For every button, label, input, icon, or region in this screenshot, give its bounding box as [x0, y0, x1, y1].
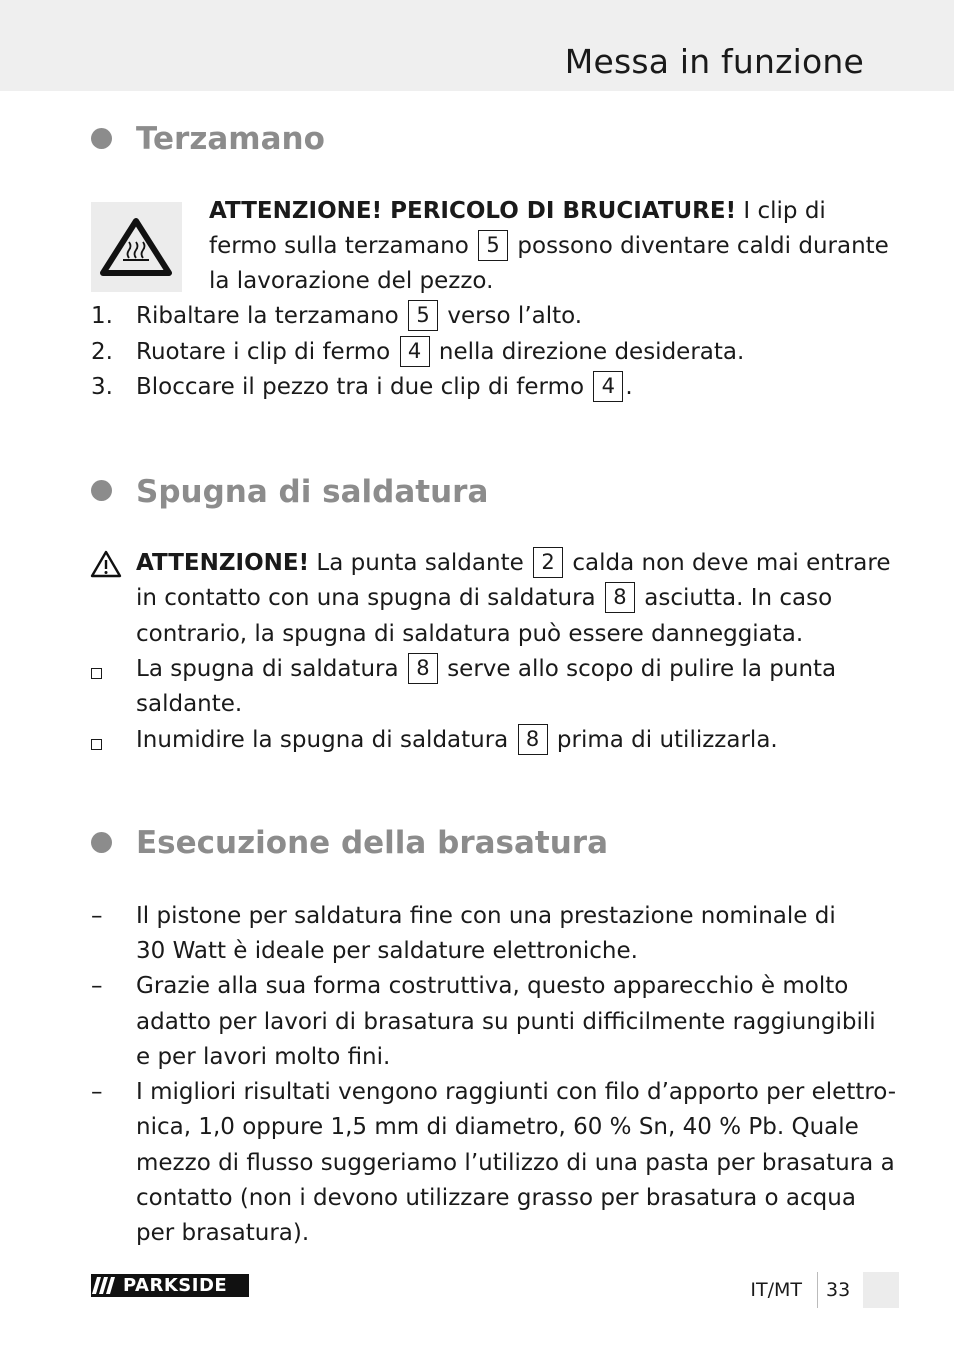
dash-bullet: – — [91, 1079, 103, 1105]
warning-bold: ATTENZIONE! — [136, 550, 310, 576]
bullet-text: saldante. — [136, 691, 243, 717]
step-number: 3. — [91, 374, 113, 400]
logo-slashes-icon — [91, 1274, 121, 1297]
step-number: 1. — [91, 303, 113, 329]
logo-text: PARKSIDE — [123, 1275, 228, 1296]
square-bullet-icon — [91, 739, 102, 750]
step-text: Ribaltare la terzamano 5 verso l’alto. — [136, 299, 582, 334]
section-bullet-icon — [91, 832, 112, 853]
ref-box: 8 — [408, 653, 438, 684]
section-bullet-icon — [91, 480, 112, 501]
warning-triangle-icon — [90, 550, 122, 578]
paragraph-line: I migliori risultati vengono raggiunti con filo d’apporto per elettro- — [136, 1079, 897, 1105]
ref-box: 2 — [533, 547, 563, 578]
dash-bullet: – — [91, 973, 103, 999]
warning-line-1: ATTENZIONE! La punta saldante 2 calda non deve mai entrare — [136, 546, 890, 581]
bullet-text: Inumidire la spugna di saldatura 8 prima di utilizzarla. — [136, 723, 778, 758]
hot-surface-warning-icon — [91, 202, 182, 292]
footer-divider — [817, 1272, 818, 1308]
paragraph-line: contatto (non i devono utilizzare grasso per brasatura o acqua — [136, 1185, 856, 1211]
ref-box: 8 — [518, 724, 548, 755]
paragraph-line: adatto per lavori di brasatura su punti difficilmente raggiungibili — [136, 1009, 876, 1035]
step-text: Ruotare i clip di fermo 4 nella direzione desiderata. — [136, 335, 744, 370]
ref-box: 4 — [400, 336, 430, 367]
page-number: 33 — [826, 1279, 851, 1301]
warning-bold: ATTENZIONE! PERICOLO DI BRUCIATURE! — [209, 198, 737, 224]
section-bullet-icon — [91, 128, 112, 149]
warning-line-3: contrario, la spugna di saldatura può essere danneggiata. — [136, 621, 804, 647]
paragraph-line: nica, 1,0 oppure 1,5 mm di diametro, 60 % Sn, 40 % Pb. Quale — [136, 1114, 859, 1140]
section-title-spugna: Spugna di saldatura — [136, 474, 489, 510]
paragraph-line: per brasatura). — [136, 1220, 310, 1246]
section-title-brasatura: Esecuzione della brasatura — [136, 825, 608, 861]
warning-line-2: fermo sulla terzamano 5 possono diventare caldi durante — [209, 229, 889, 264]
page-title: Messa in funzione — [564, 42, 864, 81]
parkside-logo — [91, 1274, 249, 1297]
square-bullet-icon — [91, 668, 102, 679]
footer-language: IT/MT — [750, 1279, 802, 1301]
paragraph-line: mezzo di flusso suggeriamo l’utilizzo di una pasta per brasatura a — [136, 1150, 895, 1176]
step-text: Bloccare il pezzo tra i due clip di fermo 4 . — [136, 370, 633, 405]
warning-line-3: la lavorazione del pezzo. — [209, 268, 494, 294]
paragraph-line: Il pistone per saldatura fine con una prestazione nominale di — [136, 903, 836, 929]
warning-line-2: in contatto con una spugna di saldatura 8 asciutta. In caso — [136, 581, 832, 616]
warning-line-1: ATTENZIONE! PERICOLO DI BRUCIATURE! I clip di — [209, 198, 826, 224]
paragraph-line: Grazie alla sua forma costruttiva, questo apparecchio è molto — [136, 973, 849, 999]
paragraph-line: 30 Watt è ideale per saldature elettroniche. — [136, 938, 638, 964]
footer-block — [863, 1272, 899, 1308]
step-number: 2. — [91, 339, 113, 365]
bullet-text: La spugna di saldatura 8 serve allo scopo di pulire la punta — [136, 652, 836, 687]
ref-box: 4 — [593, 371, 623, 402]
section-title-terzamano: Terzamano — [136, 121, 325, 157]
dash-bullet: – — [91, 903, 103, 929]
ref-box: 5 — [408, 300, 438, 331]
paragraph-line: e per lavori molto fini. — [136, 1044, 391, 1070]
ref-box: 5 — [478, 230, 508, 261]
ref-box: 8 — [605, 582, 635, 613]
